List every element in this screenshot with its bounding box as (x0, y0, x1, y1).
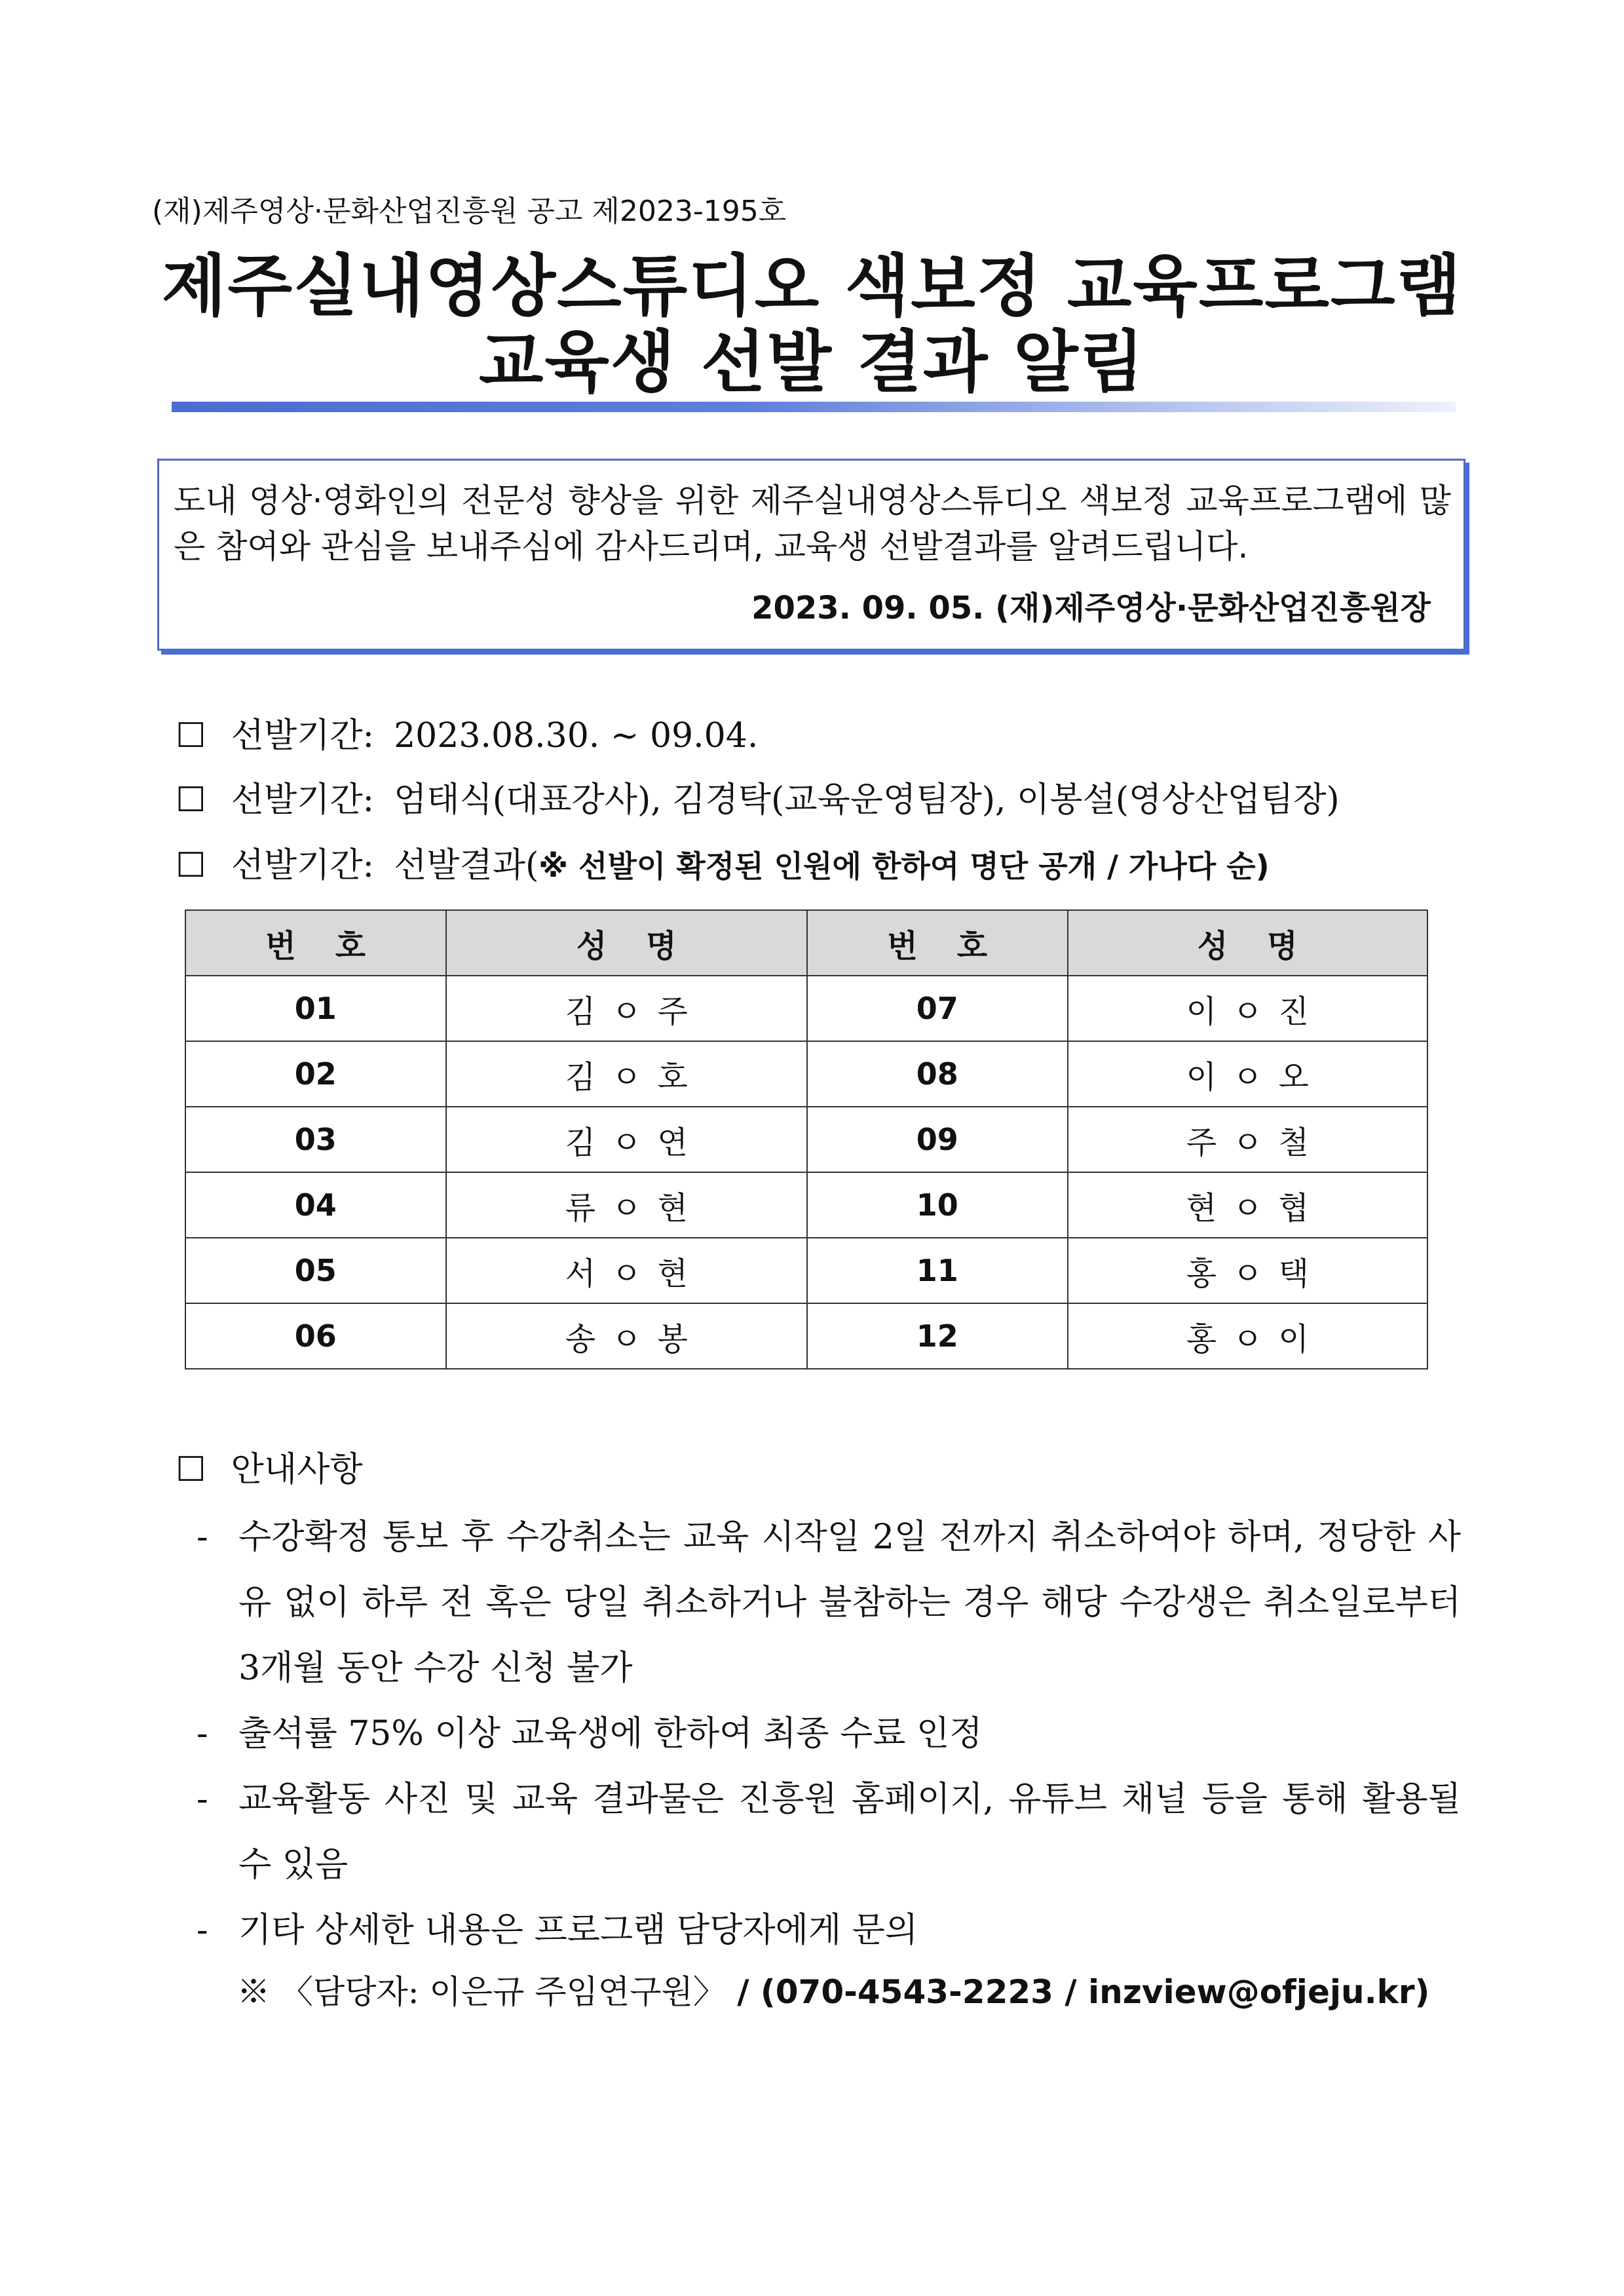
cell-number: 07 (807, 976, 1068, 1041)
dash-bullet: - (197, 1911, 208, 1950)
dash-bullet: - (197, 1780, 208, 1819)
list-item (197, 1767, 1461, 1898)
contact-person: ※ 〈담당자: 이은규 주임연구원〉 (237, 1973, 726, 2011)
notice-signature: 2023. 09. 05. (재)제주영상·문화산업진흥원장 (751, 590, 1431, 626)
info-value: 엄태식(대표강사), 김경탁(교육운영팀장), 이봉설(영상산업팀장) (394, 780, 1340, 820)
cell-number: 01 (185, 976, 446, 1041)
cell-number: 03 (185, 1107, 446, 1172)
guide-list (197, 1504, 1461, 1963)
info-row-reviewers (176, 772, 1340, 821)
header-name: 성명 (446, 910, 807, 976)
guide-heading-text: 안내사항 (231, 1450, 363, 1489)
notice-text: 도내 영상·영화인의 전문성 향상을 위한 제주실내영상스튜디오 색보정 교육프로그램에 많은 참여와 관심을 보내주심에 감사드리며, 교육생 선발결과를 알려드립니다. (174, 482, 1451, 565)
page-title-line2: 교육생 선발 결과 알림 (478, 324, 1146, 402)
info-row-results (176, 837, 1270, 887)
cell-name: 서ㅇ현 (446, 1238, 807, 1303)
list-item (197, 1701, 1461, 1767)
table-row (185, 1107, 1427, 1172)
table-row (185, 976, 1427, 1041)
cell-name: 김ㅇ호 (446, 1041, 807, 1107)
guide-item-text: 수강확정 통보 후 수강취소는 교육 시작일 2일 전까지 취소하여야 하며, 정당한 사유 없이 하루 전 혹은 당일 취소하거나 불참하는 경우 해당 수강생은 취소일로부터 3개월 동안 수강 신청 불가 (238, 1518, 1461, 1688)
cell-number: 04 (185, 1172, 446, 1238)
cell-name: 이ㅇ오 (1068, 1041, 1427, 1107)
cell-number: 09 (807, 1107, 1068, 1172)
info-value-note: ※ 선발이 확정된 인원에 한하여 명단 공개 / 가나다 순) (538, 849, 1270, 884)
guide-item-text: 기타 상세한 내용은 프로그램 담당자에게 문의 (238, 1911, 918, 1950)
cell-number: 12 (807, 1303, 1068, 1369)
header-name: 성명 (1068, 910, 1427, 976)
table-row (185, 1041, 1427, 1107)
info-value: 2023.08.30. ~ 09.04. (394, 716, 759, 756)
table-header-row (185, 910, 1427, 976)
cell-number: 08 (807, 1041, 1068, 1107)
document-number: (재)제주영상·문화산업진흥원 공고 제2023-195호 (152, 195, 787, 228)
notice-box (157, 459, 1465, 651)
checkbox-icon: ☐ (176, 780, 206, 820)
cell-name: 이ㅇ진 (1068, 976, 1427, 1041)
dash-bullet: - (197, 1714, 208, 1753)
cell-name: 현ㅇ협 (1068, 1172, 1427, 1238)
cell-name: 김ㅇ연 (446, 1107, 807, 1172)
table-row (185, 1172, 1427, 1238)
cell-number: 02 (185, 1041, 446, 1107)
guide-item-text: 출석률 75% 이상 교육생에 한하여 최종 수료 인정 (238, 1714, 983, 1753)
cell-name: 송ㅇ봉 (446, 1303, 807, 1369)
title-underline-bar (172, 402, 1456, 412)
cell-name: 류ㅇ현 (446, 1172, 807, 1238)
list-item (197, 1504, 1461, 1701)
header-number: 번호 (185, 910, 446, 976)
table-row (185, 1238, 1427, 1303)
info-label: 선발기간: (231, 846, 375, 885)
info-row-period (176, 708, 758, 757)
cell-name: 김ㅇ주 (446, 976, 807, 1041)
cell-number: 05 (185, 1238, 446, 1303)
dash-bullet: - (197, 1518, 208, 1557)
checkbox-icon: ☐ (176, 716, 206, 756)
cell-number: 06 (185, 1303, 446, 1369)
cell-name: 홍ㅇ이 (1068, 1303, 1427, 1369)
contact-info (237, 1966, 1429, 2013)
info-label: 선발기간: (231, 716, 375, 756)
header-number: 번호 (807, 910, 1068, 976)
cell-number: 10 (807, 1172, 1068, 1238)
cell-number: 11 (807, 1238, 1068, 1303)
checkbox-icon: ☐ (176, 846, 206, 885)
guide-item-text: 교육활동 사진 및 교육 결과물은 진흥원 홈페이지, 유튜브 채널 등을 통해 활용될 수 있음 (238, 1780, 1461, 1885)
page-title-line1: 제주실내영상스튜디오 색보정 교육프로그램 (161, 248, 1463, 326)
guide-heading (176, 1442, 363, 1491)
checkbox-icon: ☐ (176, 1450, 206, 1489)
cell-name: 홍ㅇ택 (1068, 1238, 1427, 1303)
info-value: 선발결과( (394, 846, 539, 885)
table-row (185, 1303, 1427, 1369)
info-label: 선발기간: (231, 780, 375, 820)
contact-details: / (070-4543-2223 / inzview@ofjeju.kr) (725, 1973, 1430, 2011)
cell-name: 주ㅇ철 (1068, 1107, 1427, 1172)
list-item (197, 1898, 1461, 1963)
results-table (185, 909, 1428, 1369)
